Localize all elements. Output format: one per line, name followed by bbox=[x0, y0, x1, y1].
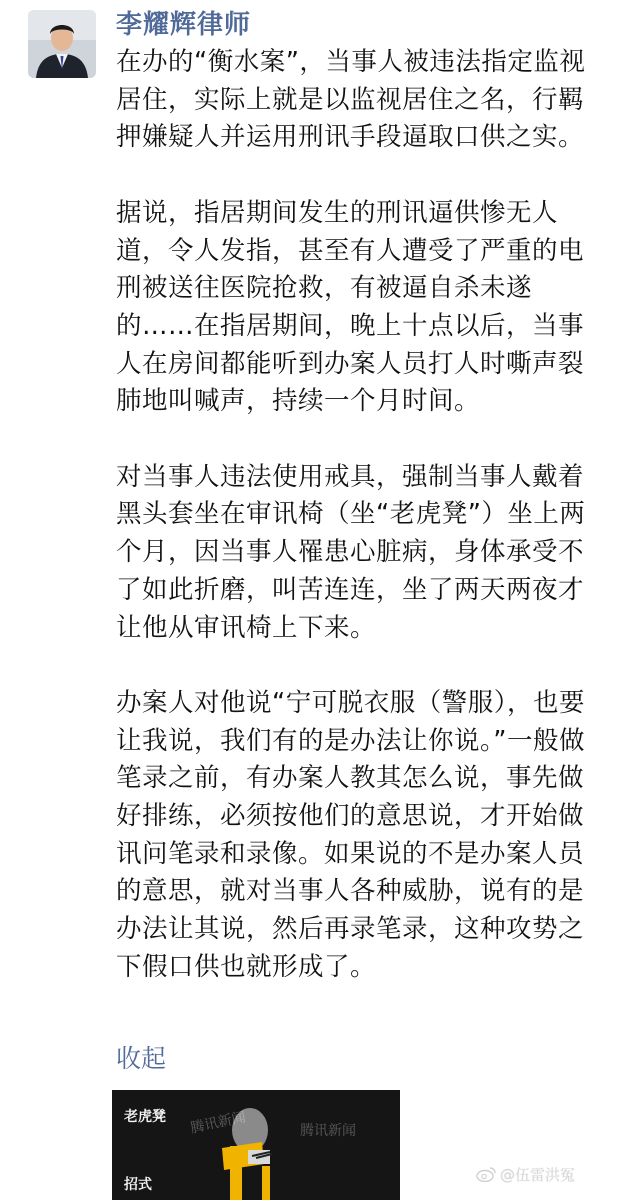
weibo-watermark-text: @伍雷洪冤 bbox=[500, 1165, 576, 1184]
video-caption-bottom: 招式 bbox=[124, 1177, 152, 1193]
video-watermark: 腾讯新闻 bbox=[300, 1123, 356, 1139]
post-paragraph: 在办的“衡水案”，当事人被违法指定监视居住，实际上就是以监视居住之名，行羁押嫌疑人并运用刑讯手段逼取口供之实。 bbox=[116, 47, 586, 153]
weibo-watermark bbox=[476, 1162, 575, 1186]
weibo-logo-icon bbox=[476, 1166, 496, 1182]
video-watermark: 腾讯新闻 bbox=[189, 1109, 248, 1137]
avatar-portrait-icon bbox=[28, 10, 96, 78]
collapse-link[interactable]: 收起 bbox=[116, 1044, 167, 1073]
author-name[interactable]: 李耀辉律师 bbox=[116, 10, 252, 40]
video-thumbnail[interactable] bbox=[112, 1090, 400, 1200]
video-caption-top: 老虎凳 bbox=[124, 1109, 166, 1125]
post-paragraph: 对当事人违法使用戒具，强制当事人戴着黑头套坐在审讯椅（坐“老虎凳”）坐上两个月，因当事人罹患心脏病，身体承受不了如此折磨，叫苦连连，坐了两天两夜才让他从审讯椅上下来。 bbox=[116, 461, 586, 643]
post-paragraph: 办案人对他说“宁可脱衣服（警服），也要让我说，我们有的是办法让你说。”一般做笔录之前，有办案人教其怎么说，事先做好排练，必须按他们的意思说，才开始做讯问笔录和录像。如果说的不是办案人员的意思，就对当事人各种威胁，说有的是办法让其说，然后再录笔录，这种攻势之下假口供也就形成了。 bbox=[116, 687, 585, 982]
avatar[interactable] bbox=[28, 10, 96, 78]
post-paragraph: 据说，指居期间发生的刑讯逼供惨无人道，令人发指，甚至有人遭受了严重的电刑被送往医院抢救，有被逼自杀未遂的……在指居期间，晚上十点以后，当事人在房间都能听到办案人员打人时嘶声裂肺地叫喊声，持续一个月时间。 bbox=[116, 197, 585, 417]
post-body bbox=[116, 44, 598, 987]
